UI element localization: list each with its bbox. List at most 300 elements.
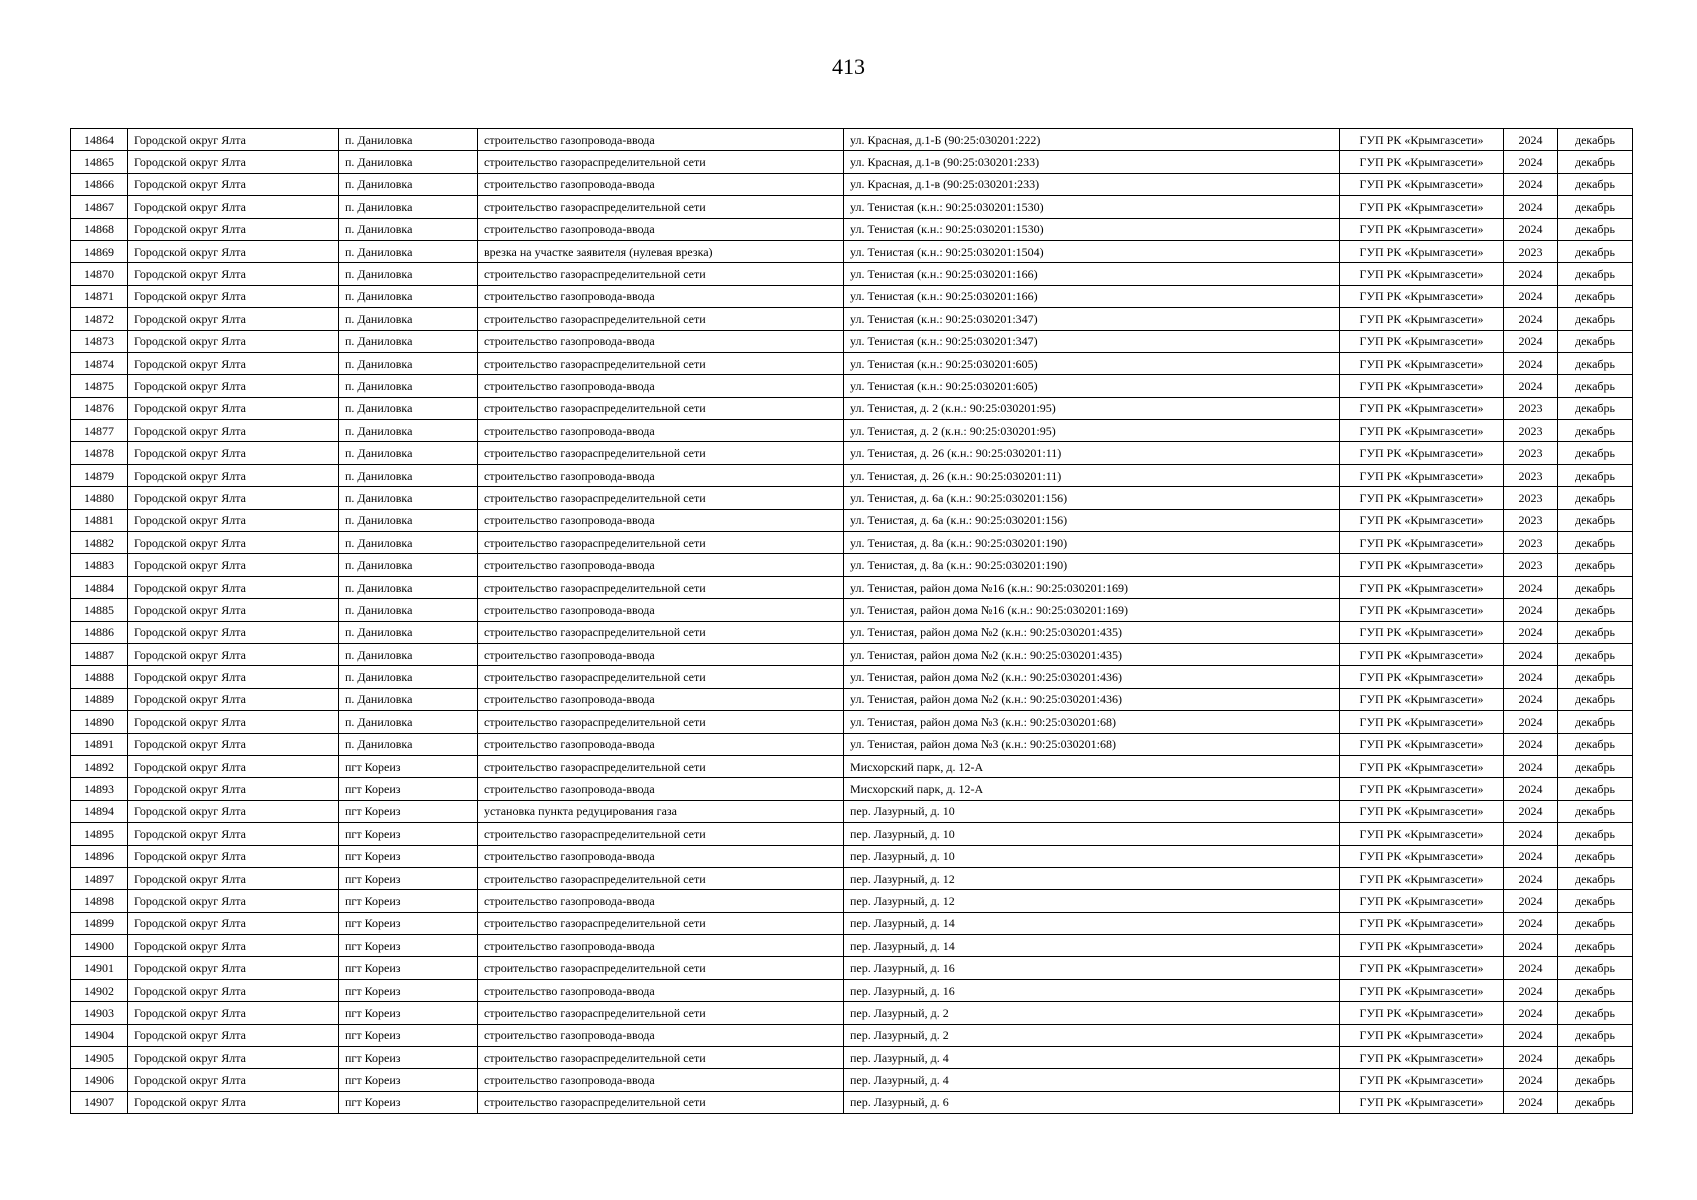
- month-cell: декабрь: [1558, 151, 1633, 173]
- organization-cell: ГУП РК «Крымгазсети»: [1340, 1002, 1504, 1024]
- address-cell: ул. Тенистая, д. 8а (к.н.: 90:25:030201:190): [844, 554, 1340, 576]
- row-number-cell: 14888: [71, 666, 128, 688]
- address-cell: пер. Лазурный, д. 4: [844, 1047, 1340, 1069]
- organization-cell: ГУП РК «Крымгазсети»: [1340, 375, 1504, 397]
- row-number-cell: 14889: [71, 688, 128, 710]
- district-cell: Городской округ Ялта: [128, 1047, 339, 1069]
- row-number-cell: 14892: [71, 755, 128, 777]
- district-cell: Городской округ Ялта: [128, 397, 339, 419]
- district-cell: Городской округ Ялта: [128, 129, 339, 151]
- year-cell: 2024: [1504, 890, 1558, 912]
- organization-cell: ГУП РК «Крымгазсети»: [1340, 532, 1504, 554]
- organization-cell: ГУП РК «Крымгазсети»: [1340, 845, 1504, 867]
- work-type-cell: строительство газораспределительной сети: [478, 397, 844, 419]
- organization-cell: ГУП РК «Крымгазсети»: [1340, 330, 1504, 352]
- work-type-cell: строительство газопровода-ввода: [478, 218, 844, 240]
- month-cell: декабрь: [1558, 935, 1633, 957]
- month-cell: декабрь: [1558, 1091, 1633, 1113]
- year-cell: 2024: [1504, 375, 1558, 397]
- organization-cell: ГУП РК «Крымгазсети»: [1340, 711, 1504, 733]
- table-row: [71, 196, 1633, 218]
- month-cell: декабрь: [1558, 308, 1633, 330]
- district-cell: Городской округ Ялта: [128, 151, 339, 173]
- year-cell: 2023: [1504, 509, 1558, 531]
- locality-cell: п. Даниловка: [339, 643, 478, 665]
- row-number-cell: 14869: [71, 240, 128, 262]
- organization-cell: ГУП РК «Крымгазсети»: [1340, 352, 1504, 374]
- locality-cell: пгт Кореиз: [339, 935, 478, 957]
- month-cell: декабрь: [1558, 800, 1633, 822]
- locality-cell: пгт Кореиз: [339, 1091, 478, 1113]
- row-number-cell: 14887: [71, 643, 128, 665]
- month-cell: декабрь: [1558, 173, 1633, 195]
- table-row: [71, 1047, 1633, 1069]
- organization-cell: ГУП РК «Крымгазсети»: [1340, 823, 1504, 845]
- table-row: [71, 778, 1633, 800]
- locality-cell: пгт Кореиз: [339, 823, 478, 845]
- district-cell: Городской округ Ялта: [128, 308, 339, 330]
- table-row: [71, 554, 1633, 576]
- organization-cell: ГУП РК «Крымгазсети»: [1340, 599, 1504, 621]
- address-cell: Мисхорский парк, д. 12-А: [844, 755, 1340, 777]
- work-type-cell: строительство газораспределительной сети: [478, 196, 844, 218]
- district-cell: Городской округ Ялта: [128, 218, 339, 240]
- address-cell: пер. Лазурный, д. 10: [844, 845, 1340, 867]
- work-type-cell: строительство газопровода-ввода: [478, 890, 844, 912]
- district-cell: Городской округ Ялта: [128, 285, 339, 307]
- year-cell: 2024: [1504, 352, 1558, 374]
- table-row: [71, 487, 1633, 509]
- district-cell: Городской округ Ялта: [128, 912, 339, 934]
- district-cell: Городской округ Ялта: [128, 599, 339, 621]
- year-cell: 2024: [1504, 599, 1558, 621]
- table-row: [71, 845, 1633, 867]
- organization-cell: ГУП РК «Крымгазсети»: [1340, 666, 1504, 688]
- month-cell: декабрь: [1558, 1047, 1633, 1069]
- work-type-cell: строительство газораспределительной сети: [478, 442, 844, 464]
- month-cell: декабрь: [1558, 129, 1633, 151]
- district-cell: Городской округ Ялта: [128, 1069, 339, 1091]
- month-cell: декабрь: [1558, 912, 1633, 934]
- locality-cell: пгт Кореиз: [339, 755, 478, 777]
- organization-cell: ГУП РК «Крымгазсети»: [1340, 464, 1504, 486]
- year-cell: 2024: [1504, 1069, 1558, 1091]
- work-type-cell: строительство газопровода-ввода: [478, 375, 844, 397]
- organization-cell: ГУП РК «Крымгазсети»: [1340, 218, 1504, 240]
- address-cell: ул. Тенистая (к.н.: 90:25:030201:1504): [844, 240, 1340, 262]
- table-row: [71, 240, 1633, 262]
- month-cell: декабрь: [1558, 554, 1633, 576]
- work-type-cell: строительство газопровода-ввода: [478, 935, 844, 957]
- year-cell: 2023: [1504, 420, 1558, 442]
- month-cell: декабрь: [1558, 576, 1633, 598]
- page-number: 413: [832, 54, 865, 79]
- row-number-cell: 14879: [71, 464, 128, 486]
- work-type-cell: строительство газопровода-ввода: [478, 979, 844, 1001]
- row-number-cell: 14885: [71, 599, 128, 621]
- locality-cell: п. Даниловка: [339, 173, 478, 195]
- table-row: [71, 129, 1633, 151]
- district-cell: Городской округ Ялта: [128, 240, 339, 262]
- work-type-cell: строительство газопровода-ввода: [478, 1024, 844, 1046]
- year-cell: 2024: [1504, 196, 1558, 218]
- row-number-cell: 14902: [71, 979, 128, 1001]
- locality-cell: п. Даниловка: [339, 330, 478, 352]
- row-number-cell: 14867: [71, 196, 128, 218]
- locality-cell: п. Даниловка: [339, 666, 478, 688]
- row-number-cell: 14878: [71, 442, 128, 464]
- work-type-cell: строительство газораспределительной сети: [478, 1047, 844, 1069]
- table-row: [71, 576, 1633, 598]
- row-number-cell: 14873: [71, 330, 128, 352]
- address-cell: пер. Лазурный, д. 4: [844, 1069, 1340, 1091]
- address-cell: пер. Лазурный, д. 10: [844, 800, 1340, 822]
- work-type-cell: строительство газопровода-ввода: [478, 285, 844, 307]
- organization-cell: ГУП РК «Крымгазсети»: [1340, 173, 1504, 195]
- month-cell: декабрь: [1558, 621, 1633, 643]
- address-cell: пер. Лазурный, д. 10: [844, 823, 1340, 845]
- row-number-cell: 14900: [71, 935, 128, 957]
- organization-cell: ГУП РК «Крымгазсети»: [1340, 240, 1504, 262]
- address-cell: ул. Тенистая, д. 2 (к.н.: 90:25:030201:95): [844, 397, 1340, 419]
- row-number-cell: 14897: [71, 867, 128, 889]
- work-type-cell: строительство газопровода-ввода: [478, 129, 844, 151]
- year-cell: 2024: [1504, 755, 1558, 777]
- work-type-cell: строительство газораспределительной сети: [478, 912, 844, 934]
- organization-cell: ГУП РК «Крымгазсети»: [1340, 621, 1504, 643]
- district-cell: Городской округ Ялта: [128, 532, 339, 554]
- work-type-cell: строительство газопровода-ввода: [478, 733, 844, 755]
- address-cell: ул. Тенистая, район дома №16 (к.н.: 90:25:030201:169): [844, 599, 1340, 621]
- address-cell: ул. Красная, д.1-в (90:25:030201:233): [844, 173, 1340, 195]
- locality-cell: п. Даниловка: [339, 397, 478, 419]
- locality-cell: п. Даниловка: [339, 464, 478, 486]
- year-cell: 2024: [1504, 643, 1558, 665]
- work-type-cell: строительство газораспределительной сети: [478, 308, 844, 330]
- month-cell: декабрь: [1558, 823, 1633, 845]
- district-cell: Городской округ Ялта: [128, 845, 339, 867]
- address-cell: ул. Красная, д.1-в (90:25:030201:233): [844, 151, 1340, 173]
- year-cell: 2024: [1504, 1002, 1558, 1024]
- month-cell: декабрь: [1558, 285, 1633, 307]
- year-cell: 2024: [1504, 823, 1558, 845]
- locality-cell: п. Даниловка: [339, 621, 478, 643]
- year-cell: 2024: [1504, 957, 1558, 979]
- district-cell: Городской округ Ялта: [128, 688, 339, 710]
- register-table-body: [71, 129, 1633, 1114]
- address-cell: пер. Лазурный, д. 14: [844, 935, 1340, 957]
- year-cell: 2024: [1504, 285, 1558, 307]
- organization-cell: ГУП РК «Крымгазсети»: [1340, 1047, 1504, 1069]
- district-cell: Городской округ Ялта: [128, 979, 339, 1001]
- locality-cell: п. Даниловка: [339, 420, 478, 442]
- address-cell: пер. Лазурный, д. 12: [844, 867, 1340, 889]
- work-type-cell: строительство газораспределительной сети: [478, 621, 844, 643]
- locality-cell: пгт Кореиз: [339, 979, 478, 1001]
- work-type-cell: строительство газопровода-ввода: [478, 173, 844, 195]
- work-type-cell: строительство газопровода-ввода: [478, 509, 844, 531]
- district-cell: Городской округ Ялта: [128, 1024, 339, 1046]
- address-cell: ул. Тенистая, район дома №2 (к.н.: 90:25:030201:435): [844, 621, 1340, 643]
- district-cell: Городской округ Ялта: [128, 1091, 339, 1113]
- year-cell: 2024: [1504, 129, 1558, 151]
- locality-cell: п. Даниловка: [339, 196, 478, 218]
- district-cell: Городской округ Ялта: [128, 867, 339, 889]
- organization-cell: ГУП РК «Крымгазсети»: [1340, 778, 1504, 800]
- month-cell: декабрь: [1558, 509, 1633, 531]
- organization-cell: ГУП РК «Крымгазсети»: [1340, 263, 1504, 285]
- month-cell: декабрь: [1558, 263, 1633, 285]
- locality-cell: пгт Кореиз: [339, 890, 478, 912]
- month-cell: декабрь: [1558, 352, 1633, 374]
- row-number-cell: 14890: [71, 711, 128, 733]
- table-row: [71, 532, 1633, 554]
- table-row: [71, 352, 1633, 374]
- address-cell: ул. Тенистая, район дома №16 (к.н.: 90:25:030201:169): [844, 576, 1340, 598]
- year-cell: 2024: [1504, 621, 1558, 643]
- district-cell: Городской округ Ялта: [128, 621, 339, 643]
- month-cell: декабрь: [1558, 397, 1633, 419]
- year-cell: 2024: [1504, 151, 1558, 173]
- table-row: [71, 1091, 1633, 1113]
- table-row: [71, 890, 1633, 912]
- address-cell: пер. Лазурный, д. 12: [844, 890, 1340, 912]
- locality-cell: п. Даниловка: [339, 599, 478, 621]
- address-cell: Мисхорский парк, д. 12-А: [844, 778, 1340, 800]
- organization-cell: ГУП РК «Крымгазсети»: [1340, 196, 1504, 218]
- work-type-cell: строительство газопровода-ввода: [478, 688, 844, 710]
- address-cell: пер. Лазурный, д. 14: [844, 912, 1340, 934]
- year-cell: 2024: [1504, 330, 1558, 352]
- year-cell: 2023: [1504, 554, 1558, 576]
- row-number-cell: 14906: [71, 1069, 128, 1091]
- year-cell: 2024: [1504, 867, 1558, 889]
- year-cell: 2023: [1504, 487, 1558, 509]
- district-cell: Городской округ Ялта: [128, 420, 339, 442]
- month-cell: декабрь: [1558, 375, 1633, 397]
- locality-cell: п. Даниловка: [339, 554, 478, 576]
- month-cell: декабрь: [1558, 890, 1633, 912]
- locality-cell: п. Даниловка: [339, 576, 478, 598]
- district-cell: Городской округ Ялта: [128, 263, 339, 285]
- locality-cell: п. Даниловка: [339, 487, 478, 509]
- address-cell: ул. Тенистая, д. 2 (к.н.: 90:25:030201:95): [844, 420, 1340, 442]
- work-type-cell: установка пункта редуцирования газа: [478, 800, 844, 822]
- table-row: [71, 688, 1633, 710]
- district-cell: Городской округ Ялта: [128, 755, 339, 777]
- month-cell: декабрь: [1558, 532, 1633, 554]
- district-cell: Городской округ Ялта: [128, 554, 339, 576]
- row-number-cell: 14883: [71, 554, 128, 576]
- year-cell: 2024: [1504, 1047, 1558, 1069]
- address-cell: ул. Тенистая, д. 26 (к.н.: 90:25:030201:11): [844, 464, 1340, 486]
- district-cell: Городской округ Ялта: [128, 330, 339, 352]
- row-number-cell: 14907: [71, 1091, 128, 1113]
- row-number-cell: 14903: [71, 1002, 128, 1024]
- work-type-cell: строительство газораспределительной сети: [478, 576, 844, 598]
- row-number-cell: 14896: [71, 845, 128, 867]
- address-cell: пер. Лазурный, д. 6: [844, 1091, 1340, 1113]
- work-type-cell: строительство газораспределительной сети: [478, 532, 844, 554]
- district-cell: Городской округ Ялта: [128, 196, 339, 218]
- organization-cell: ГУП РК «Крымгазсети»: [1340, 890, 1504, 912]
- month-cell: декабрь: [1558, 599, 1633, 621]
- address-cell: ул. Тенистая, д. 6а (к.н.: 90:25:030201:156): [844, 509, 1340, 531]
- organization-cell: ГУП РК «Крымгазсети»: [1340, 1024, 1504, 1046]
- row-number-cell: 14893: [71, 778, 128, 800]
- work-type-cell: строительство газораспределительной сети: [478, 352, 844, 374]
- organization-cell: ГУП РК «Крымгазсети»: [1340, 151, 1504, 173]
- district-cell: Городской округ Ялта: [128, 375, 339, 397]
- work-type-cell: строительство газопровода-ввода: [478, 330, 844, 352]
- table-row: [71, 823, 1633, 845]
- district-cell: Городской округ Ялта: [128, 666, 339, 688]
- work-type-cell: строительство газораспределительной сети: [478, 263, 844, 285]
- row-number-cell: 14871: [71, 285, 128, 307]
- address-cell: ул. Тенистая, район дома №2 (к.н.: 90:25:030201:436): [844, 666, 1340, 688]
- locality-cell: пгт Кореиз: [339, 778, 478, 800]
- row-number-cell: 14899: [71, 912, 128, 934]
- row-number-cell: 14905: [71, 1047, 128, 1069]
- organization-cell: ГУП РК «Крымгазсети»: [1340, 643, 1504, 665]
- row-number-cell: 14874: [71, 352, 128, 374]
- district-cell: Городской округ Ялта: [128, 442, 339, 464]
- table-row: [71, 599, 1633, 621]
- district-cell: Городской округ Ялта: [128, 778, 339, 800]
- address-cell: ул. Тенистая (к.н.: 90:25:030201:166): [844, 285, 1340, 307]
- month-cell: декабрь: [1558, 464, 1633, 486]
- locality-cell: пгт Кореиз: [339, 800, 478, 822]
- locality-cell: п. Даниловка: [339, 308, 478, 330]
- table-row: [71, 509, 1633, 531]
- work-type-cell: строительство газораспределительной сети: [478, 755, 844, 777]
- organization-cell: ГУП РК «Крымгазсети»: [1340, 912, 1504, 934]
- locality-cell: пгт Кореиз: [339, 1069, 478, 1091]
- address-cell: пер. Лазурный, д. 2: [844, 1024, 1340, 1046]
- register-table: [70, 128, 1633, 1114]
- month-cell: декабрь: [1558, 867, 1633, 889]
- month-cell: декабрь: [1558, 487, 1633, 509]
- organization-cell: ГУП РК «Крымгазсети»: [1340, 979, 1504, 1001]
- row-number-cell: 14864: [71, 129, 128, 151]
- table-row: [71, 979, 1633, 1001]
- address-cell: пер. Лазурный, д. 16: [844, 957, 1340, 979]
- organization-cell: ГУП РК «Крымгазсети»: [1340, 442, 1504, 464]
- locality-cell: пгт Кореиз: [339, 845, 478, 867]
- organization-cell: ГУП РК «Крымгазсети»: [1340, 688, 1504, 710]
- locality-cell: п. Даниловка: [339, 733, 478, 755]
- organization-cell: ГУП РК «Крымгазсети»: [1340, 867, 1504, 889]
- organization-cell: ГУП РК «Крымгазсети»: [1340, 576, 1504, 598]
- row-number-cell: 14881: [71, 509, 128, 531]
- year-cell: 2024: [1504, 688, 1558, 710]
- locality-cell: п. Даниловка: [339, 263, 478, 285]
- table-row: [71, 420, 1633, 442]
- row-number-cell: 14884: [71, 576, 128, 598]
- row-number-cell: 14876: [71, 397, 128, 419]
- organization-cell: ГУП РК «Крымгазсети»: [1340, 800, 1504, 822]
- address-cell: пер. Лазурный, д. 2: [844, 1002, 1340, 1024]
- month-cell: декабрь: [1558, 979, 1633, 1001]
- table-row: [71, 733, 1633, 755]
- locality-cell: п. Даниловка: [339, 129, 478, 151]
- year-cell: 2023: [1504, 240, 1558, 262]
- work-type-cell: строительство газораспределительной сети: [478, 957, 844, 979]
- month-cell: декабрь: [1558, 330, 1633, 352]
- table-row: [71, 218, 1633, 240]
- table-row: [71, 1069, 1633, 1091]
- work-type-cell: строительство газопровода-ввода: [478, 420, 844, 442]
- locality-cell: п. Даниловка: [339, 711, 478, 733]
- organization-cell: ГУП РК «Крымгазсети»: [1340, 285, 1504, 307]
- row-number-cell: 14894: [71, 800, 128, 822]
- year-cell: 2024: [1504, 979, 1558, 1001]
- row-number-cell: 14875: [71, 375, 128, 397]
- work-type-cell: строительство газопровода-ввода: [478, 643, 844, 665]
- district-cell: Городской округ Ялта: [128, 890, 339, 912]
- district-cell: Городской округ Ялта: [128, 935, 339, 957]
- locality-cell: пгт Кореиз: [339, 867, 478, 889]
- year-cell: 2023: [1504, 397, 1558, 419]
- month-cell: декабрь: [1558, 218, 1633, 240]
- year-cell: 2024: [1504, 218, 1558, 240]
- year-cell: 2024: [1504, 845, 1558, 867]
- table-row: [71, 621, 1633, 643]
- locality-cell: п. Даниловка: [339, 151, 478, 173]
- year-cell: 2024: [1504, 173, 1558, 195]
- district-cell: Городской округ Ялта: [128, 1002, 339, 1024]
- row-number-cell: 14865: [71, 151, 128, 173]
- district-cell: Городской округ Ялта: [128, 464, 339, 486]
- work-type-cell: строительство газораспределительной сети: [478, 867, 844, 889]
- table-row: [71, 867, 1633, 889]
- table-row: [71, 308, 1633, 330]
- year-cell: 2023: [1504, 532, 1558, 554]
- district-cell: Городской округ Ялта: [128, 823, 339, 845]
- address-cell: ул. Тенистая (к.н.: 90:25:030201:347): [844, 330, 1340, 352]
- month-cell: декабрь: [1558, 778, 1633, 800]
- address-cell: ул. Тенистая, район дома №2 (к.н.: 90:25:030201:436): [844, 688, 1340, 710]
- address-cell: ул. Тенистая, д. 26 (к.н.: 90:25:030201:11): [844, 442, 1340, 464]
- table-row: [71, 1024, 1633, 1046]
- table-row: [71, 464, 1633, 486]
- address-cell: пер. Лазурный, д. 16: [844, 979, 1340, 1001]
- organization-cell: ГУП РК «Крымгазсети»: [1340, 755, 1504, 777]
- month-cell: декабрь: [1558, 733, 1633, 755]
- year-cell: 2024: [1504, 666, 1558, 688]
- year-cell: 2024: [1504, 1091, 1558, 1113]
- month-cell: декабрь: [1558, 711, 1633, 733]
- table-row: [71, 285, 1633, 307]
- address-cell: ул. Тенистая, район дома №2 (к.н.: 90:25:030201:435): [844, 643, 1340, 665]
- organization-cell: ГУП РК «Крымгазсети»: [1340, 308, 1504, 330]
- row-number-cell: 14904: [71, 1024, 128, 1046]
- locality-cell: п. Даниловка: [339, 442, 478, 464]
- month-cell: декабрь: [1558, 1002, 1633, 1024]
- table-row: [71, 397, 1633, 419]
- table-row: [71, 935, 1633, 957]
- table-row: [71, 755, 1633, 777]
- locality-cell: п. Даниловка: [339, 375, 478, 397]
- work-type-cell: строительство газораспределительной сети: [478, 823, 844, 845]
- district-cell: Городской округ Ялта: [128, 733, 339, 755]
- month-cell: декабрь: [1558, 845, 1633, 867]
- district-cell: Городской округ Ялта: [128, 643, 339, 665]
- year-cell: 2024: [1504, 576, 1558, 598]
- district-cell: Городской округ Ялта: [128, 352, 339, 374]
- table-row: [71, 800, 1633, 822]
- work-type-cell: строительство газопровода-ввода: [478, 778, 844, 800]
